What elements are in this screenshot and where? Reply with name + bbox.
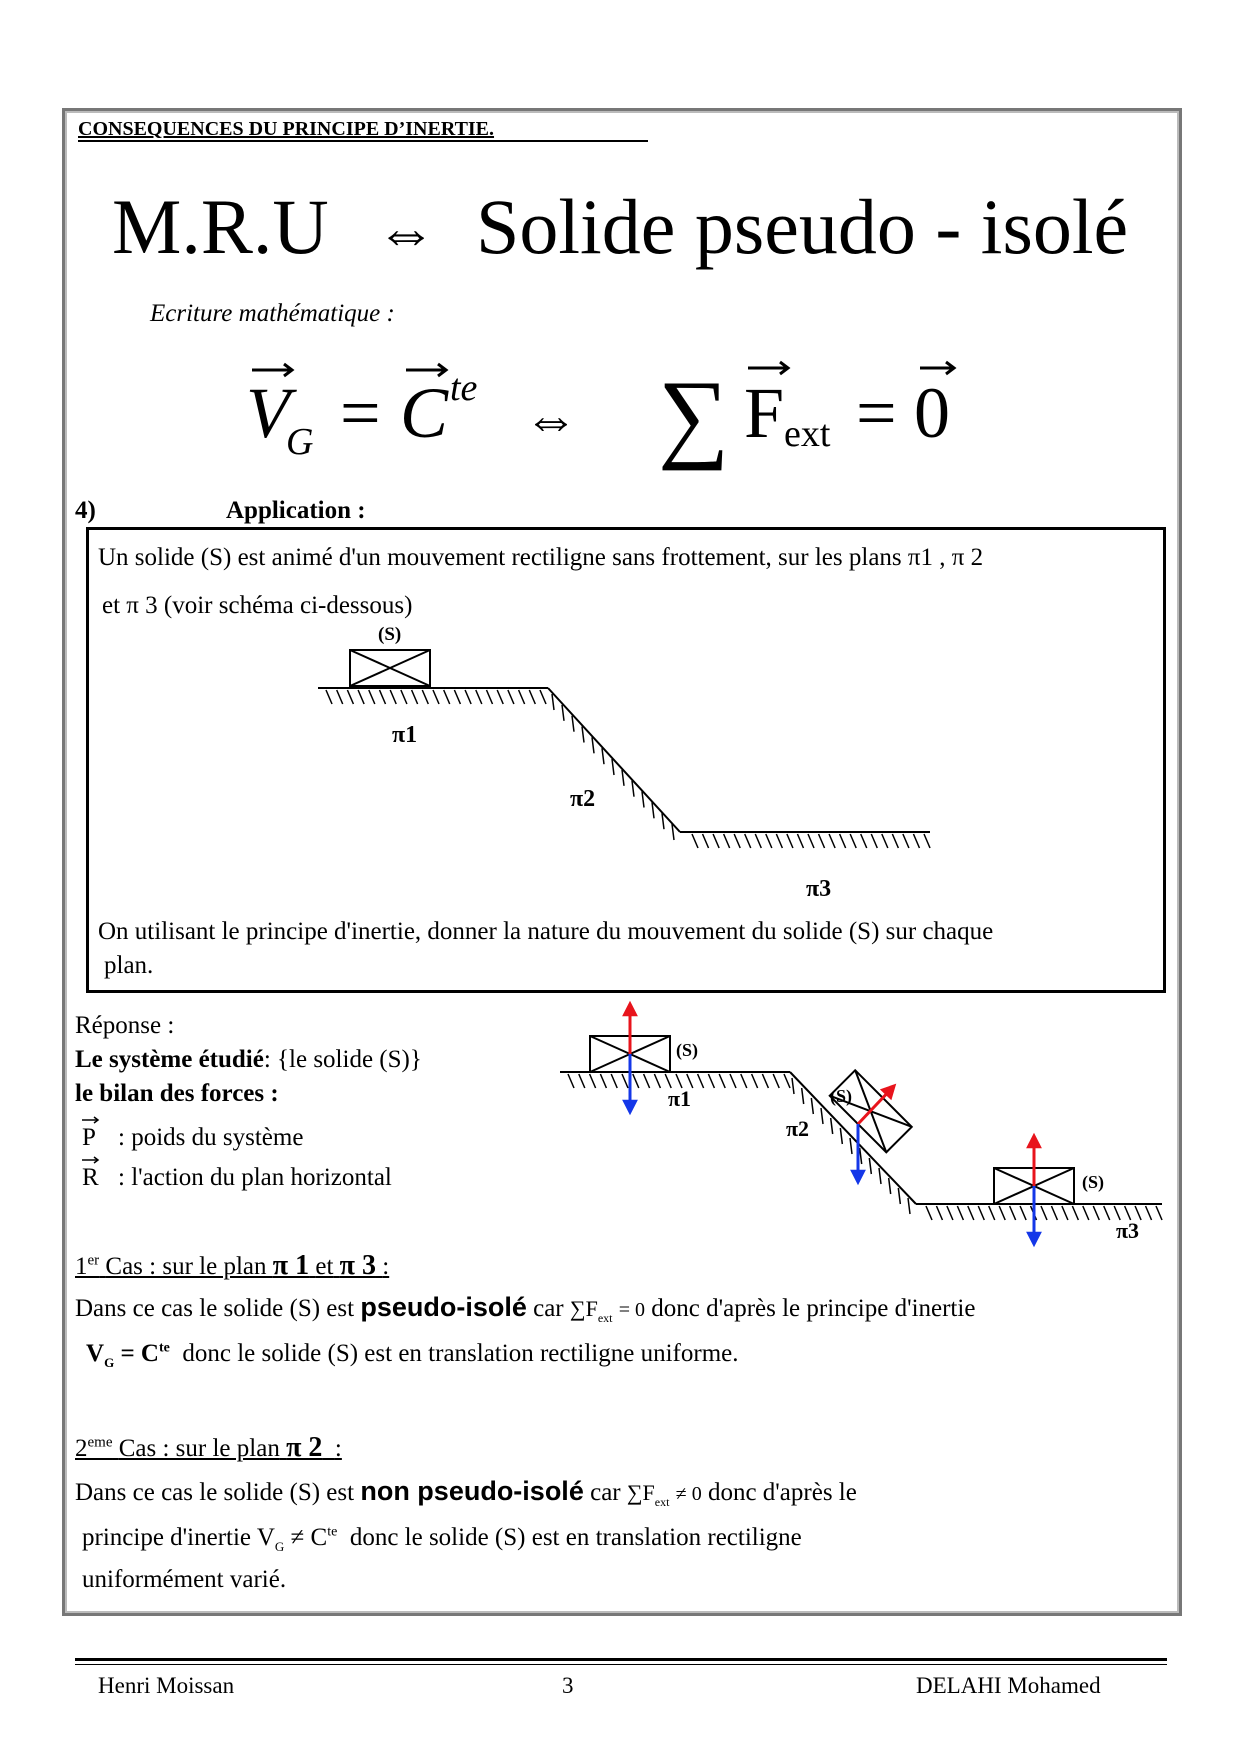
- eq-arrow: ⇔: [524, 389, 578, 449]
- footer-rule: [75, 1658, 1167, 1661]
- hatch-mark: [968, 1206, 974, 1220]
- hatch-mark: [926, 1206, 932, 1220]
- forces-s2-label: (S): [830, 1086, 852, 1106]
- hatch-mark: [1020, 1206, 1026, 1220]
- hatch-mark: [708, 1074, 714, 1088]
- case1-and: et: [315, 1253, 334, 1280]
- hatch-mark: [784, 1074, 790, 1088]
- eq-v: V: [246, 373, 290, 453]
- forces-s1-label: (S): [676, 1040, 698, 1060]
- hatch-mark: [802, 1088, 804, 1104]
- case2-ext: ext: [654, 1495, 670, 1509]
- hatch-mark: [1072, 1206, 1078, 1220]
- case1-num: 1: [75, 1253, 88, 1280]
- case2-sup: eme: [87, 1434, 113, 1451]
- case2-car: car: [590, 1479, 621, 1506]
- question-line-1: On utilisant le principe d'inertie, donner la nature du mouvement du solide (S) sur chaque: [98, 918, 994, 945]
- hatch-mark: [898, 1188, 900, 1204]
- case1-sum-f: ∑F: [569, 1296, 598, 1321]
- statement-line-2: et π 3 (voir schéma ci-dessous): [102, 592, 413, 619]
- hatch-mark: [889, 1178, 891, 1194]
- case1-eq-zero: = 0: [618, 1299, 646, 1321]
- hatch-mark: [811, 1098, 813, 1114]
- headline-mru: M.R.U: [112, 183, 329, 270]
- case1-ext: ext: [597, 1311, 613, 1325]
- case1-p1: π 1: [272, 1250, 310, 1281]
- case1-eq-c: = C: [120, 1340, 159, 1367]
- case2-line1-a: Dans ce cas le solide (S) est: [75, 1479, 355, 1506]
- case2-heading: [75, 1432, 342, 1464]
- eq-f-sub: ext: [784, 413, 831, 455]
- case2-line3: uniformément varié.: [82, 1566, 287, 1593]
- forces-p1-label: π1: [668, 1086, 692, 1111]
- hatch-mark: [1156, 1206, 1162, 1220]
- eq-f: F: [744, 373, 785, 453]
- footer-author: DELAHI Mohamed: [916, 1673, 1101, 1698]
- hatch-mark: [860, 1148, 862, 1164]
- headline-arrow: ⇔: [376, 199, 436, 265]
- case2-line1: [75, 1476, 857, 1510]
- case1-heading: [75, 1250, 389, 1282]
- case2-colon: :: [334, 1435, 342, 1462]
- forces-p3-label: π3: [1116, 1218, 1140, 1243]
- hatch-mark: [908, 1198, 910, 1214]
- case1-p3: π 3: [339, 1250, 376, 1281]
- forces-p2-label: π2: [786, 1116, 810, 1141]
- footer-school: Henri Moissan: [98, 1673, 235, 1698]
- hatch-mark: [698, 1074, 704, 1088]
- hatch-mark: [1083, 1206, 1089, 1220]
- case2-line1-c: donc d'après le: [707, 1479, 857, 1506]
- hatch-mark: [568, 1074, 574, 1088]
- case2-vg-sub: G: [274, 1539, 285, 1554]
- weight-arrow-p2: [853, 1124, 864, 1182]
- case2-vg: V: [256, 1524, 275, 1551]
- case2-p2: π 2: [286, 1432, 323, 1463]
- system-bold: Le système étudié: [75, 1046, 264, 1073]
- statement-line-1: Un solide (S) est animé d'un mouvement rectiligne sans frottement, sur les plans π1 , π 2: [98, 544, 984, 571]
- hatch-mark: [622, 1074, 628, 1088]
- case1-title: Cas : sur le plan: [105, 1253, 267, 1280]
- hatch-mark: [752, 1074, 758, 1088]
- case2-line2-a: principe d'inertie: [82, 1524, 252, 1551]
- hatch-mark: [1041, 1206, 1047, 1220]
- hatch-mark: [741, 1074, 747, 1088]
- case1-sup: er: [87, 1252, 100, 1269]
- eq-sum: ∑: [658, 360, 730, 471]
- case1-line1-a: Dans ce cas le solide (S) est: [75, 1295, 355, 1322]
- application-title: Application :: [226, 497, 366, 524]
- hatch-mark: [840, 1128, 842, 1144]
- case1-line1-c: donc d'après le principe d'inertie: [651, 1295, 976, 1322]
- hatch-mark: [1146, 1206, 1152, 1220]
- case2-line2: [82, 1524, 802, 1555]
- hatch-mark: [773, 1074, 779, 1088]
- case1-line1: [75, 1292, 975, 1326]
- r-symbol: R: [82, 1164, 99, 1191]
- hatch-mark: [989, 1206, 995, 1220]
- hatch-mark: [792, 1078, 794, 1094]
- hatch-mark: [590, 1074, 596, 1088]
- forces-heading: le bilan des forces :: [75, 1080, 279, 1107]
- reaction-arrow-p1: [625, 1004, 636, 1054]
- hatch-mark: [936, 1206, 942, 1220]
- hatch-mark: [999, 1206, 1005, 1220]
- hatch-mark: [821, 1108, 823, 1124]
- case1-line2-rest: donc le solide (S) est en translation rectiligne uniforme.: [182, 1340, 739, 1367]
- diagram-p2-label: π2: [570, 786, 596, 812]
- case2-neq-c: ≠ C: [290, 1524, 328, 1551]
- reaction-arrow-p3: [1029, 1136, 1040, 1186]
- case2-title: Cas : sur le plan: [118, 1435, 280, 1462]
- case2-non-pseudo-isole: non pseudo-isolé: [360, 1476, 584, 1506]
- diagram-solid-label: (S): [378, 624, 402, 645]
- case1-vg: V: [86, 1340, 105, 1367]
- eq-zero: 0: [914, 373, 950, 453]
- eq-equals-1: =: [340, 373, 381, 453]
- hatch-mark: [600, 1074, 606, 1088]
- forces-s3-label: (S): [1082, 1172, 1104, 1192]
- hatch-mark: [762, 1074, 768, 1088]
- hatch-mark: [644, 1074, 650, 1088]
- hatch-mark: [1104, 1206, 1110, 1220]
- hatch-mark: [633, 1074, 639, 1088]
- case1-line2: [86, 1340, 738, 1371]
- math-label: Ecriture mathématique :: [150, 300, 395, 327]
- application-number: 4): [75, 497, 96, 524]
- p-symbol: P: [82, 1124, 96, 1151]
- diagram-p3-label: π3: [806, 876, 832, 902]
- p-desc: : poids du système: [118, 1124, 304, 1151]
- case2-te: te: [327, 1524, 338, 1540]
- case2-sum-f: ∑F: [626, 1480, 655, 1505]
- system-rest: : {le solide (S)}: [263, 1046, 422, 1073]
- case1-pseudo-isole: pseudo-isolé: [360, 1292, 527, 1322]
- hatch-mark: [719, 1074, 725, 1088]
- hatch-mark: [1051, 1206, 1057, 1220]
- case1-te: te: [159, 1340, 170, 1356]
- hatch-mark: [978, 1206, 984, 1220]
- diagram-p1-label: π1: [392, 722, 418, 748]
- answer-label: Réponse :: [75, 1012, 175, 1039]
- weight-arrow-p3: [1029, 1186, 1040, 1244]
- hatch-mark: [957, 1206, 963, 1220]
- hatch-mark: [1062, 1206, 1068, 1220]
- hatch-mark: [947, 1206, 953, 1220]
- hatch-mark: [579, 1074, 585, 1088]
- case1-colon: :: [382, 1253, 390, 1280]
- hatch-mark: [850, 1138, 852, 1154]
- hatch-mark: [1010, 1206, 1016, 1220]
- case2-neq-zero: ≠ 0: [675, 1483, 702, 1505]
- hatch-mark: [831, 1118, 833, 1134]
- page-number: 3: [562, 1673, 574, 1698]
- footer-rule-thin: [75, 1664, 1167, 1665]
- eq-equals-2: =: [856, 373, 897, 453]
- hatch-mark: [730, 1074, 736, 1088]
- question-line-2: plan.: [104, 952, 154, 979]
- case1-car: car: [533, 1295, 564, 1322]
- hatch-mark: [1093, 1206, 1099, 1220]
- eq-v-sub: G: [286, 421, 314, 463]
- eq-c-sup: te: [450, 367, 478, 409]
- eq-c: C: [400, 373, 449, 453]
- hatch-mark: [654, 1074, 660, 1088]
- headline-solide: Solide pseudo - isolé: [476, 183, 1129, 270]
- hatch-mark: [879, 1168, 881, 1184]
- case1-vg-sub: G: [104, 1355, 115, 1370]
- case2-line2-rest: donc le solide (S) est en translation rectiligne: [349, 1524, 802, 1551]
- section-title: CONSEQUENCES DU PRINCIPE D’INERTIE.: [78, 118, 495, 140]
- case2-num: 2: [75, 1435, 88, 1462]
- r-desc: : l'action du plan horizontal: [118, 1164, 392, 1191]
- hatch-mark: [611, 1074, 617, 1088]
- hatch-mark: [869, 1158, 871, 1174]
